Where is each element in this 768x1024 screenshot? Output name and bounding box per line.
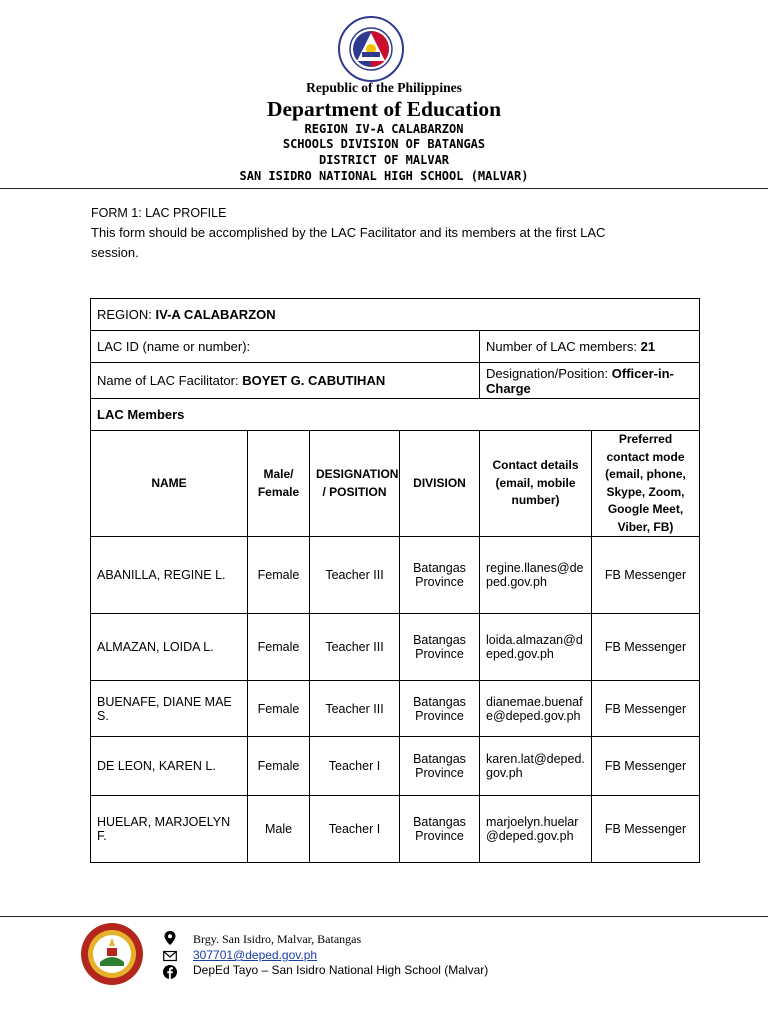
table-row <box>91 737 700 796</box>
form-description: This form should be accomplished by the LAC Facilitator and its members at the first LAC session. <box>91 225 606 260</box>
table-row <box>91 796 700 863</box>
member-position: Teacher I <box>310 796 400 863</box>
member-contact: karen.lat@deped.gov.ph <box>480 737 592 796</box>
member-sex: Female <box>248 537 310 614</box>
designation-value: Officer-in-Charge <box>486 365 674 396</box>
facebook-icon <box>163 965 177 979</box>
member-sex: Female <box>248 737 310 796</box>
country-line: Republic of the Philippines <box>306 80 462 95</box>
school-line: SAN ISIDRO NATIONAL HIGH SCHOOL (MALVAR) <box>239 169 529 183</box>
region-cell <box>91 299 700 331</box>
footer-divider <box>0 916 768 917</box>
members-heading: LAC Members <box>91 399 700 431</box>
lac-id-label: LAC ID (name or number): <box>97 339 251 354</box>
members-heading-row <box>91 399 700 431</box>
member-position: Teacher III <box>310 537 400 614</box>
member-contact: dianemae.buenafe@deped.gov.ph <box>480 681 592 737</box>
member-contact: marjoelyn.huelar@deped.gov.ph <box>480 796 592 863</box>
region-label: REGION: <box>97 307 156 322</box>
school-logo <box>80 922 144 986</box>
col-header-sex: Male/ Female <box>248 431 310 537</box>
col-header-contact: Contact details (email, mobile number) <box>480 431 592 537</box>
col-header-name: NAME <box>91 431 248 537</box>
member-division: Batangas Province <box>400 737 480 796</box>
district-line: DISTRICT OF MALVAR <box>318 153 450 167</box>
facilitator-value: BOYET G. CABUTIHAN <box>242 373 386 388</box>
member-position: Teacher I <box>310 737 400 796</box>
members-count-label: Number of LAC members: <box>486 339 641 354</box>
member-name: BUENAFE, DIANE MAE S. <box>91 681 248 737</box>
region-line: REGION IV-A CALABARZON <box>304 122 464 136</box>
col-header-position: DESIGNATION / POSITION <box>310 431 400 537</box>
member-sex: Female <box>248 614 310 681</box>
region-value: IV-A CALABARZON <box>155 307 276 322</box>
form-title: FORM 1: LAC PROFILE <box>91 206 227 220</box>
member-name: HUELAR, MARJOELYN F. <box>91 796 248 863</box>
member-division: Batangas Province <box>400 681 480 737</box>
member-mode: FB Messenger <box>592 537 700 614</box>
lac-id-cell <box>91 331 480 363</box>
designation-label: Designation/Position: <box>486 365 612 381</box>
members-count-value: 21 <box>640 339 656 354</box>
lac-id-row <box>91 331 700 363</box>
member-mode: FB Messenger <box>592 796 700 863</box>
designation-cell <box>480 363 700 399</box>
division-line: SCHOOLS DIVISION OF BATANGAS <box>282 137 486 151</box>
region-row <box>91 299 700 331</box>
deped-seal <box>338 16 404 82</box>
facilitator-row <box>91 363 700 399</box>
member-division: Batangas Province <box>400 614 480 681</box>
footer-address: Brgy. San Isidro, Malvar, Batangas <box>193 932 362 946</box>
footer-email-link[interactable]: 307701@deped.gov.ph <box>193 948 318 962</box>
member-name: ABANILLA, REGINE L. <box>91 537 248 614</box>
table-row <box>91 614 700 681</box>
member-sex: Male <box>248 796 310 863</box>
department-title: Department of Education <box>266 97 502 121</box>
member-sex: Female <box>248 681 310 737</box>
envelope-icon <box>163 949 177 963</box>
member-division: Batangas Province <box>400 537 480 614</box>
member-mode: FB Messenger <box>592 737 700 796</box>
column-header-row <box>91 431 700 537</box>
member-division: Batangas Province <box>400 796 480 863</box>
member-name: ALMAZAN, LOIDA L. <box>91 614 248 681</box>
member-position: Teacher III <box>310 614 400 681</box>
members-count-cell <box>480 331 700 363</box>
header-divider <box>0 188 768 189</box>
col-header-division: DIVISION <box>400 431 480 537</box>
facilitator-cell <box>91 363 480 399</box>
col-header-mode: Preferred contact mode (email, phone, Skype, Zoom, Google Meet, Viber, FB) <box>592 431 700 537</box>
table-row <box>91 537 700 614</box>
member-position: Teacher III <box>310 681 400 737</box>
member-name: DE LEON, KAREN L. <box>91 737 248 796</box>
member-mode: FB Messenger <box>592 681 700 737</box>
footer-facebook: DepEd Tayo – San Isidro National High School (Malvar) <box>193 963 489 977</box>
member-contact: regine.llanes@deped.gov.ph <box>480 537 592 614</box>
member-contact: loida.almazan@deped.gov.ph <box>480 614 592 681</box>
member-mode: FB Messenger <box>592 614 700 681</box>
facilitator-label: Name of LAC Facilitator: <box>97 373 243 388</box>
table-row <box>91 681 700 737</box>
lac-profile-table <box>90 298 700 863</box>
location-pin-icon <box>163 931 177 945</box>
